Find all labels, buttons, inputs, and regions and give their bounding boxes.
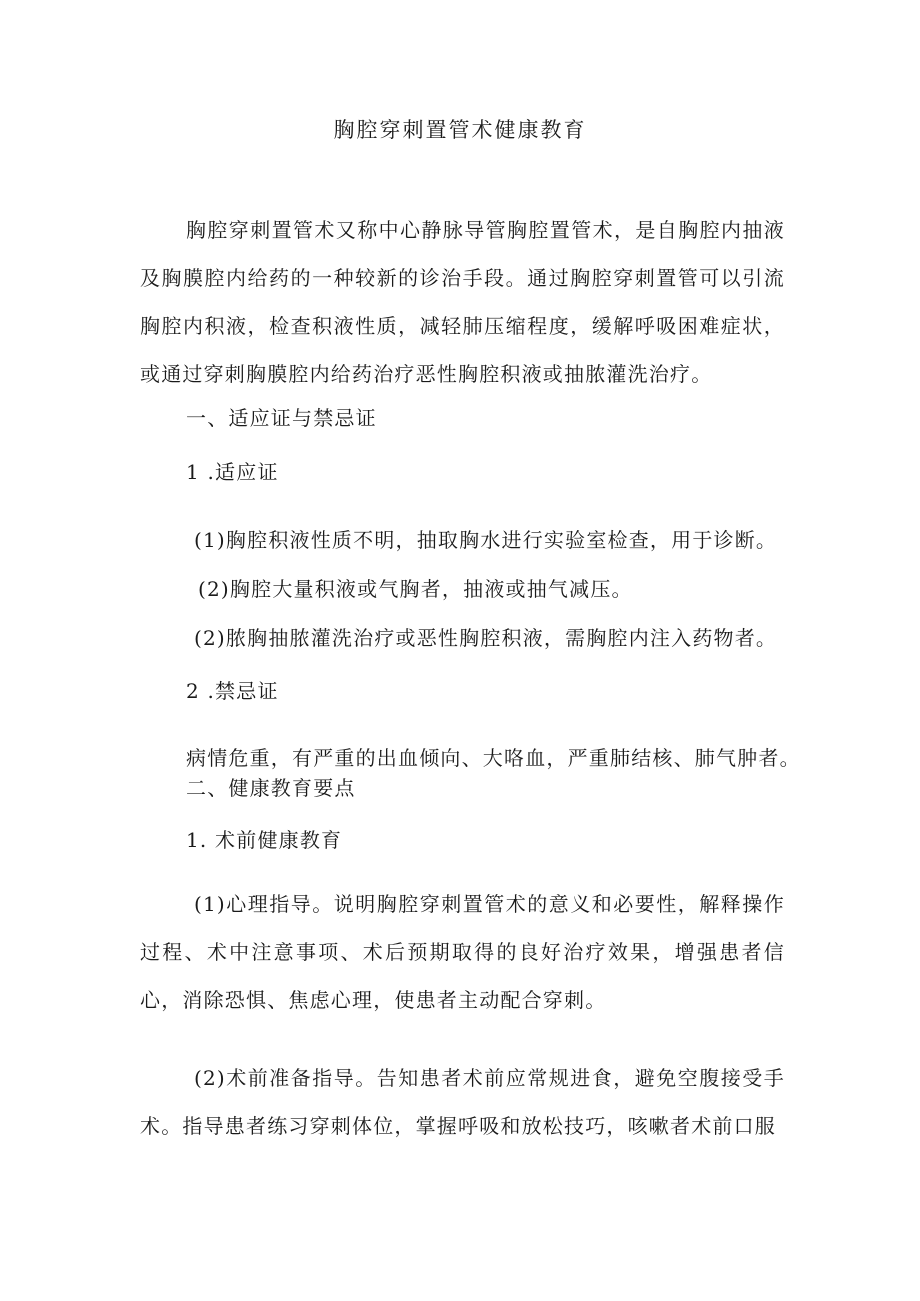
document-title: 胸腔穿刺置管术健康教育 [333,118,587,142]
section-heading-education: 二、健康教育要点 [186,776,356,800]
subheading-indications: 1 .适应证 [186,460,279,484]
preop-paragraph-1: (1)心理指导。说明胸腔穿刺置管术的意义和必要性，解释操作过程、术中注意事项、术后预期取得的良好治疗效果，增强患者信心，消除恐惧、焦虑心理，使患者主动配合穿刺。 [140,892,785,1012]
subheading-contraindications: 2 .禁忌证 [186,679,279,703]
preop-paragraph-2: (2)术前准备指导。告知患者术前应常规进食，避免空腹接受手术。指导患者练习穿刺体位，掌握呼吸和放松技巧，咳嗽者术前口服 [140,1066,785,1138]
intro-paragraph: 胸腔穿刺置管术又称中心静脉导管胸腔置管术，是自胸腔内抽液及胸膜腔内给药的一种较新的诊治手段。通过胸腔穿刺置管可以引流胸腔内积液，检查积液性质，减轻肺压缩程度，缓解呼吸困难症状，或通过穿刺胸膜腔内给药治疗恶性胸腔积液或抽脓灌洗治疗。 [140,218,785,386]
indication-item-3: (2)脓胸抽脓灌洗治疗或恶性胸腔积液，需胸腔内注入药物者。 [194,626,778,650]
indication-item-1: (1)胸腔积液性质不明，抽取胸水进行实验室检查，用于诊断。 [194,528,778,552]
indication-item-2: (2)胸腔大量积液或气胸者，抽液或抽气减压。 [198,577,633,601]
contraindication-text: 病情危重，有严重的出血倾向、大咯血，严重肺结核、肺气肿者。 [186,746,801,770]
subheading-preop: 1. 术前健康教育 [186,828,343,852]
section-heading-indications: 一、适应证与禁忌证 [186,406,377,430]
